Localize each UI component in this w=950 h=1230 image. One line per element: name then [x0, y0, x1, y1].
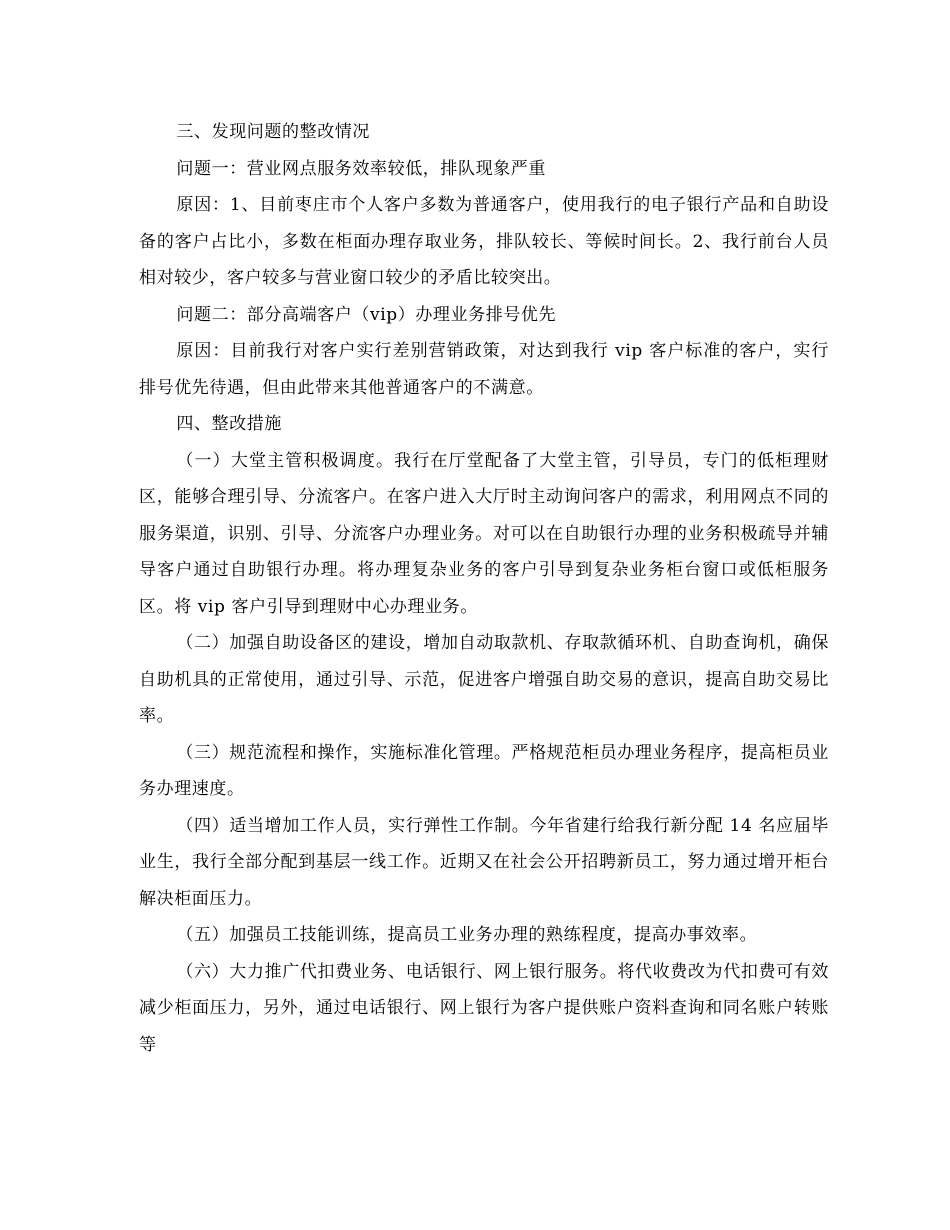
section-4-title: 四、整改措施 — [176, 414, 282, 434]
problem-1: 问题一：营业网点服务效率较低，排队现象严重 — [176, 158, 546, 179]
measure-3: （三）规范流程和操作，实施标准化管理。严格规范柜员办理业务程序，提高柜员业务办理速度。 — [139, 742, 829, 799]
reason-1: 原因：1、目前枣庄市个人客户多数为普通客户，使用我行的电子银行产品和自助设备的客户占比小，多数在柜面办理存取业务，排队较长、等候时间长。2、我行前台人员相对较少，客户较多与营业窗口较少的矛盾比较突出。 — [139, 195, 829, 288]
measure-6: （六）大力推广代扣费业务、电话银行、网上银行服务。将代收费改为代扣费可有效减少柜面压力，另外，通过电话银行、网上银行为客户提供账户资料查询和同名账户转账等 — [139, 961, 829, 1055]
section-3-title: 三、发现问题的整改情况 — [176, 122, 370, 142]
measure-1: （一）大堂主管积极调度。我行在厅堂配备了大堂主管，引导员，专门的低柜理财区，能够合理引导、分流客户。在客户进入大厅时主动询问客户的需求，利用网点不同的服务渠道，识别、引导、分流客户办理业务。对可以在自助银行办理的业务积极疏导并辅导客户通过自助银行办理。将办理复杂业务的客户引导到复杂业务柜台窗口或低柜服务区。将 vip 客户引导到理财中心办理业务。 — [139, 450, 829, 617]
document-body — [139, 114, 829, 1063]
measure-5: （五）加强员工技能训练，提高员工业务办理的熟练程度，提高办事效率。 — [176, 925, 758, 945]
measure-2: （二）加强自助设备区的建设，增加自动取款机、存取款循环机、自助查询机，确保自助机具的正常使用，通过引导、示范，促进客户增强自助交易的意识，提高自助交易比率。 — [139, 633, 829, 726]
measure-4: （四）适当增加工作人员，实行弹性工作制。今年省建行给我行新分配 14 名应届毕业生，我行全部分配到基层一线工作。近期又在社会公开招聘新员工，努力通过增开柜台解决柜面压力。 — [139, 815, 829, 909]
problem-2: 问题二：部分高端客户（vip）办理业务排号优先 — [176, 304, 557, 325]
reason-2: 原因：目前我行对客户实行差别营销政策，对达到我行 vip 客户标准的客户，实行排号优先待遇，但由此带来其他普通客户的不满意。 — [139, 341, 829, 398]
